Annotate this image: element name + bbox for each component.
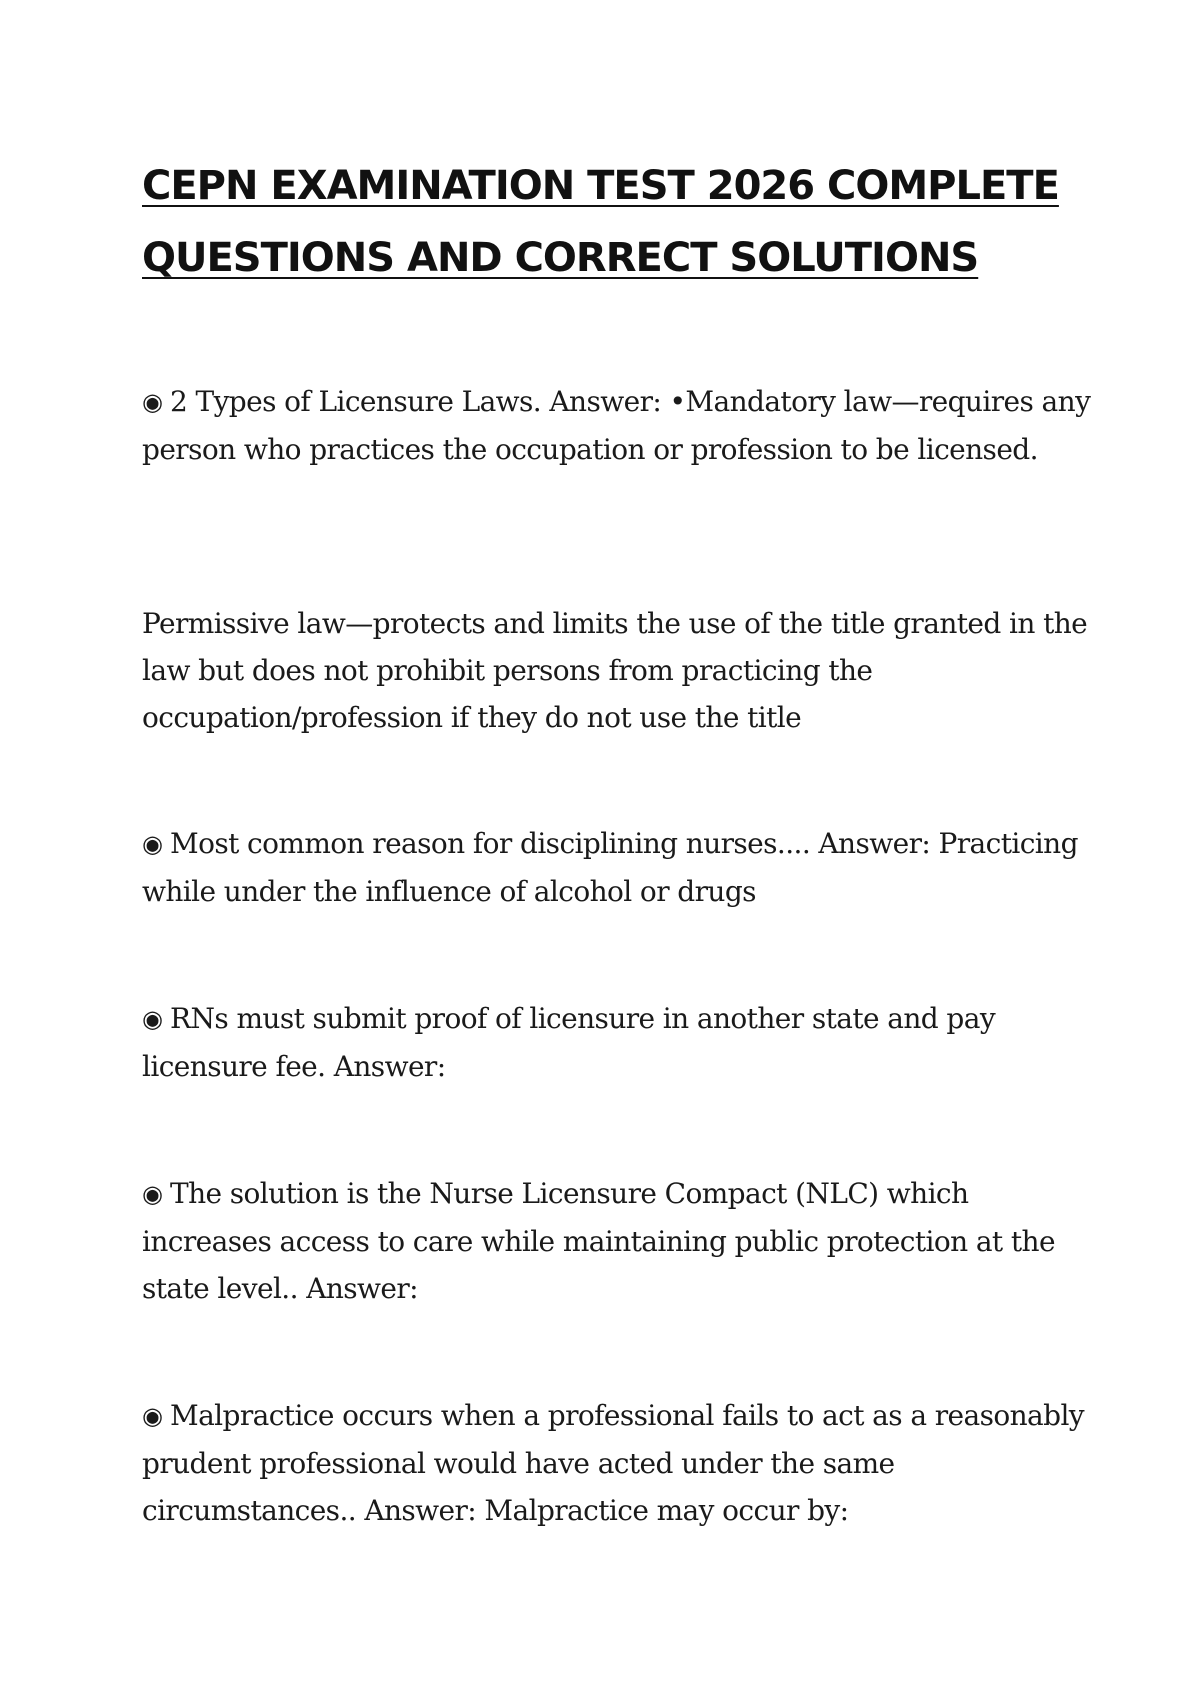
qa-item-text: Permissive law—protects and limits the use of the title granted in the law but does not prohibit persons from practicing the occupation/profession if they do not use the title <box>142 607 1088 734</box>
qa-item-proof-of-licensure <box>142 995 1092 1090</box>
qa-item-permissive-law <box>142 600 1092 741</box>
title-line-2: QUESTIONS AND CORRECT SOLUTIONS <box>142 235 979 281</box>
qa-item-text: Most common reason for disciplining nurses.... Answer: Practicing while under the influence of alcohol or drugs <box>142 827 1078 908</box>
qa-item-text: 2 Types of Licensure Laws. Answer: •Mandatory law—requires any person who practices the occupation or profession to be licensed. <box>142 385 1091 466</box>
qa-item-licensure-laws <box>142 378 1092 473</box>
qa-item-text: Malpractice occurs when a professional fails to act as a reasonably prudent professional would have acted under the same circumstances.. Answer: Malpractice may occur by: <box>142 1399 1085 1527</box>
title-line-1: CEPN EXAMINATION TEST 2026 COMPLETE <box>142 163 1059 209</box>
radio-bullet-icon: ◉ <box>142 1402 163 1430</box>
radio-bullet-icon: ◉ <box>142 388 163 416</box>
radio-bullet-icon: ◉ <box>142 1180 163 1208</box>
qa-item-text: The solution is the Nurse Licensure Compact (NLC) which increases access to care while maintaining public protection at the state level.. Answer: <box>142 1177 1055 1305</box>
document-title <box>142 150 1062 294</box>
radio-bullet-icon: ◉ <box>142 830 163 858</box>
qa-item-disciplining-nurses <box>142 820 1092 915</box>
qa-item-malpractice <box>142 1392 1092 1534</box>
qa-item-nlc <box>142 1170 1092 1312</box>
qa-item-text: RNs must submit proof of licensure in another state and pay licensure fee. Answer: <box>142 1002 996 1083</box>
radio-bullet-icon: ◉ <box>142 1005 163 1033</box>
